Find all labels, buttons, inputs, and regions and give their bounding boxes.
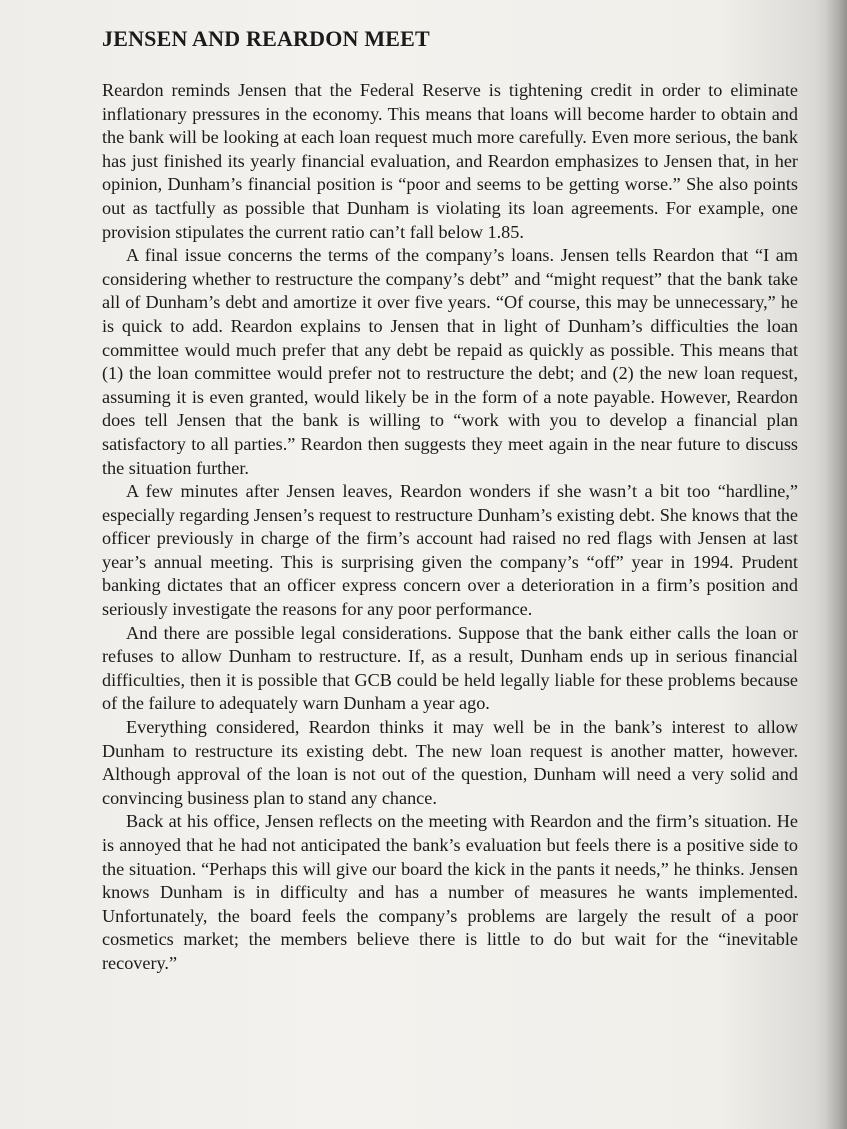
paragraph-3: A few minutes after Jensen leaves, Reardon wonders if she wasn’t a bit too “hardline,” especially regarding Jensen’s request to restructure Dunham’s existing debt. She knows that the officer previously in charge of the firm’s account had raised no red flags with Jensen at last year’s annual meeting. This is surprising given the company’s “off” year in 1994. Prudent banking dictates that an officer express concern over a deterioration in a firm’s position and seriously investigate the reasons for any poor performance. <box>102 481 798 620</box>
paragraph-4: And there are possible legal considerations. Suppose that the bank either calls the loan or refuses to allow Dunham to restructure. If, as a result, Dunham ends up in serious financial difficulties, then it is possible that GCB could be held legally liable for these problems because of the failure to adequately warn Dunham a year ago. <box>102 622 798 714</box>
page-edge-shadow <box>825 0 847 1129</box>
paragraph-1: Reardon reminds Jensen that the Federal Reserve is tightening credit in order to eliminate inflationary pressures in the economy. This means that loans will become harder to obtain and the bank will be looking at each loan request much more carefully. Even more serious, the bank has just finished its yearly financial evaluation, and Reardon emphasizes to Jensen that, in her opinion, Dunham’s financial position is “poor and seems to be getting worse.” She also points out as tactfully as possible that Dunham is violating its loan agreements. For example, one provision stipulates the current ratio can’t fall below 1.85. <box>102 80 798 242</box>
paragraph-2: A final issue concerns the terms of the company’s loans. Jensen tells Reardon that “I am considering whether to restructure the company’s debt” and “might request” that the bank take all of Dunham’s debt and amortize it over five years. “Of course, this may be unnecessary,” he is quick to add. Reardon explains to Jensen that in light of Dunham’s difficulties the loan committee would much prefer that any debt be repaid as quickly as possible. This means that (1) the loan committee would prefer not to restructure the debt; and (2) the new loan request, assuming it is even granted, would likely be in the form of a note payable. However, Reardon does tell Jensen that the bank is willing to “work with you to develop a financial plan satisfactory to all parties.” Reardon then suggests they meet again in the near future to discuss the situation further. <box>102 245 798 478</box>
paragraph-6: Back at his office, Jensen reflects on the meeting with Reardon and the firm’s situation. He is annoyed that he had not anticipated the bank’s evaluation but feels there is a positive side to the situation. “Perhaps this will give our board the kick in the pants it needs,” he thinks. Jensen knows Dunham is in difficulty and has a number of measures he wants implemented. Unfortunately, the board feels the company’s problems are largely the result of a poor cosmetics market; the members believe there is little to do but wait for the “inevitable recovery.” <box>102 811 798 973</box>
section-heading: JENSEN AND REARDON MEET <box>102 26 430 51</box>
paragraph-5: Everything considered, Reardon thinks it may well be in the bank’s interest to allow Dunham to restructure its existing debt. The new loan request is another matter, however. Although approval of the loan is not out of the question, Dunham will need a very solid and convincing business plan to stand any chance. <box>102 717 798 808</box>
text-block <box>102 24 798 976</box>
